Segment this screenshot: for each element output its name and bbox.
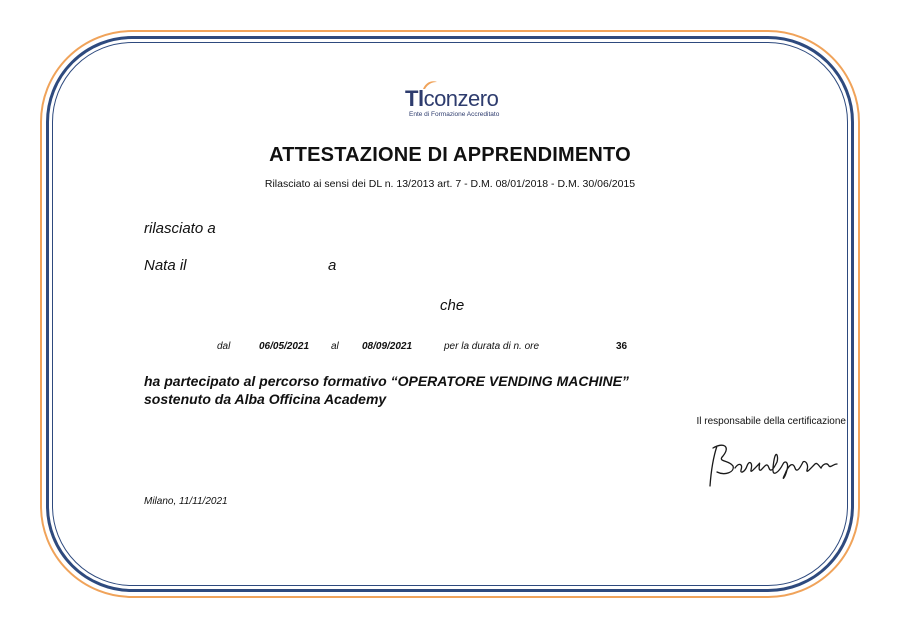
course-line-2: sostenuto da Alba Officina Academy — [144, 391, 387, 407]
birth-date-label: Nata il — [144, 257, 187, 274]
ticonzero-logo — [405, 82, 515, 122]
hours-value: 36 — [616, 341, 628, 352]
birth-place-label: a — [328, 257, 337, 274]
course-line-1: ha partecipato al percorso formativo “OPERATORE VENDING MACHINE” — [144, 373, 629, 389]
certificate-title: ATTESTAZIONE DI APPRENDIMENTO — [269, 144, 631, 166]
certificate-subtitle: Rilasciato ai sensi dei DL n. 13/2013 art. 7 - D.M. 08/01/2018 - D.M. 30/06/2015 — [264, 178, 636, 190]
responsible-label: Il responsabile della certificazione — [696, 416, 846, 427]
to-label: al — [331, 341, 339, 352]
place-and-date: Milano, 11/11/2021 — [144, 496, 228, 507]
from-label: dal — [217, 341, 231, 352]
course-description — [144, 372, 629, 408]
to-date: 08/09/2021 — [362, 341, 413, 352]
from-date: 06/05/2021 — [259, 341, 310, 352]
signature-image — [705, 438, 845, 490]
that-label: che — [440, 297, 465, 314]
logo-wordmark — [405, 86, 498, 112]
logo-wordmark-suffix: conzero — [423, 86, 499, 111]
issued-to-label: rilasciato a — [144, 220, 216, 237]
duration-label: per la durata di n. ore — [444, 341, 540, 352]
logo-wordmark-prefix: Tl — [405, 86, 424, 111]
logo-tagline: Ente di Formazione Accreditato — [409, 111, 500, 118]
